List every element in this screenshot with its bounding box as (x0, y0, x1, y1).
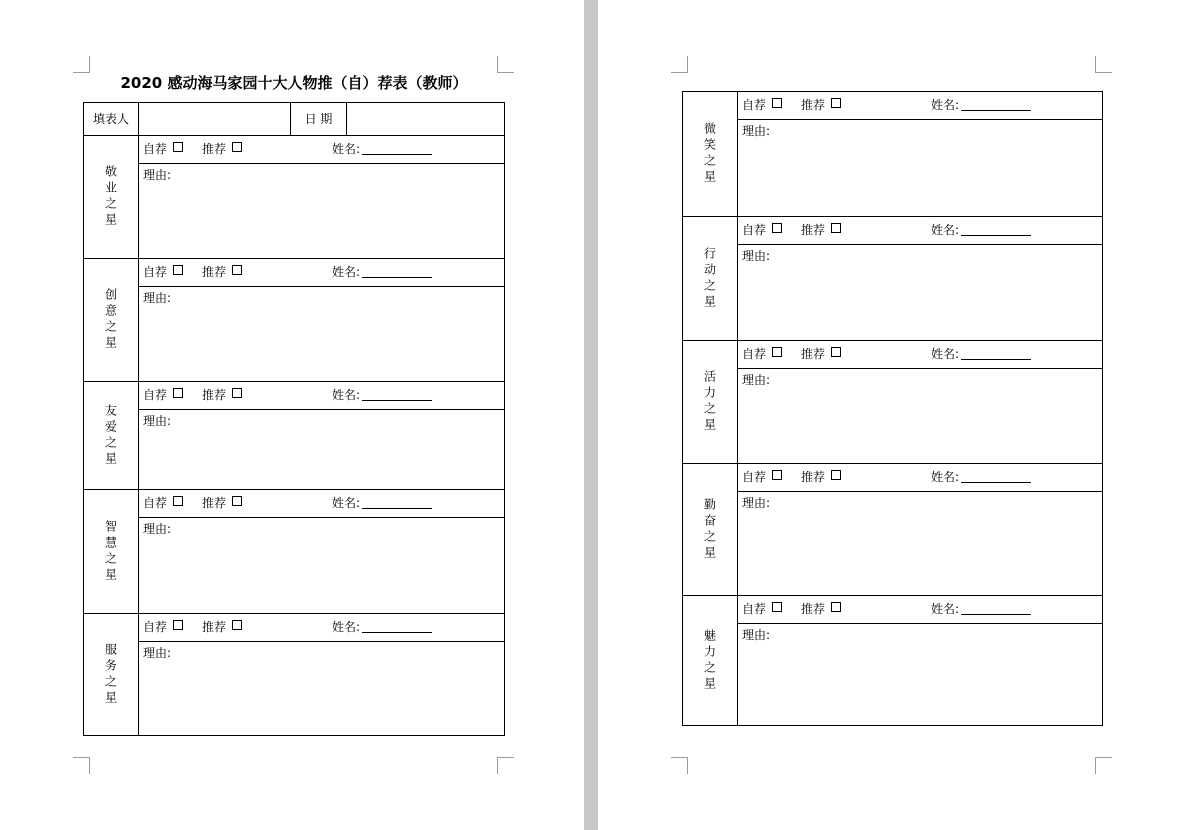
name-label: 姓名: (332, 142, 361, 156)
name-field-group (332, 259, 432, 285)
self-nomination-checkbox[interactable] (173, 388, 183, 398)
nomination-options-row (738, 596, 1102, 624)
recommend-checkbox[interactable] (831, 98, 841, 108)
date-label: 日 期 (291, 103, 347, 135)
award-category-cell (683, 596, 738, 725)
award-category-cell (84, 382, 139, 489)
self-nomination-checkbox[interactable] (772, 98, 782, 108)
recommend-option[interactable] (202, 259, 242, 285)
recommend-checkbox[interactable] (232, 388, 242, 398)
recommend-checkbox[interactable] (831, 223, 841, 233)
recommend-checkbox[interactable] (232, 265, 242, 275)
name-input-line[interactable] (961, 469, 1031, 483)
reason-label: 理由: (143, 291, 172, 305)
recommend-label: 推荐 (801, 470, 826, 484)
nomination-options-row (738, 92, 1102, 120)
form-title: 2020 感动海马家园十大人物推（自）荐表（教师） (120, 74, 468, 92)
award-category-label: 创意之星 (103, 288, 118, 352)
self-nomination-checkbox[interactable] (173, 142, 183, 152)
nomination-table-page-1 (83, 102, 505, 736)
recommend-label: 推荐 (801, 98, 826, 112)
recommend-checkbox[interactable] (232, 496, 242, 506)
recommend-label: 推荐 (202, 142, 227, 156)
recommend-option[interactable] (801, 341, 841, 367)
name-field-group (931, 217, 1031, 243)
crop-mark (1095, 56, 1112, 73)
name-input-line[interactable] (961, 222, 1031, 236)
name-label: 姓名: (931, 470, 960, 484)
name-input-line[interactable] (362, 495, 432, 509)
crop-mark (497, 757, 514, 774)
award-section (683, 216, 1102, 340)
award-category-label: 勤奋之星 (702, 497, 717, 562)
name-input-line[interactable] (961, 346, 1031, 360)
award-category-cell (84, 614, 139, 735)
self-nomination-label: 自荐 (143, 496, 168, 510)
name-field-group (332, 382, 432, 408)
self-nomination-option[interactable] (742, 341, 782, 367)
award-category-cell (683, 341, 738, 463)
recommend-option[interactable] (801, 596, 841, 622)
self-nomination-label: 自荐 (742, 223, 767, 237)
nomination-options-row (139, 490, 504, 518)
document-page-1 (0, 0, 584, 830)
recommend-label: 推荐 (202, 620, 227, 634)
name-field-group (332, 614, 432, 640)
crop-mark (497, 56, 514, 73)
recommend-checkbox[interactable] (831, 470, 841, 480)
reason-label: 理由: (742, 124, 771, 138)
crop-mark (73, 757, 90, 774)
reason-label: 理由: (742, 628, 771, 642)
recommend-option[interactable] (801, 92, 841, 118)
self-nomination-label: 自荐 (742, 602, 767, 616)
recommend-option[interactable] (202, 614, 242, 640)
name-label: 姓名: (332, 265, 361, 279)
nomination-options-row (139, 614, 504, 642)
name-label: 姓名: (931, 98, 960, 112)
name-input-line[interactable] (362, 141, 432, 155)
name-input-line[interactable] (362, 264, 432, 278)
nomination-options-row (738, 464, 1102, 492)
self-nomination-label: 自荐 (143, 388, 168, 402)
self-nomination-checkbox[interactable] (772, 223, 782, 233)
crop-mark (671, 56, 688, 73)
nomination-options-row (139, 259, 504, 287)
self-nomination-label: 自荐 (742, 98, 767, 112)
self-nomination-option[interactable] (742, 596, 782, 622)
recommend-label: 推荐 (202, 496, 227, 510)
recommend-checkbox[interactable] (831, 602, 841, 612)
recommend-option[interactable] (801, 464, 841, 490)
recommend-label: 推荐 (202, 265, 227, 279)
award-category-cell (84, 259, 139, 381)
recommend-label: 推荐 (801, 223, 826, 237)
name-label: 姓名: (931, 602, 960, 616)
award-section (683, 92, 1102, 216)
recommend-checkbox[interactable] (232, 620, 242, 630)
award-section (84, 613, 504, 735)
award-category-cell (683, 464, 738, 595)
reason-label: 理由: (143, 414, 172, 428)
self-nomination-checkbox[interactable] (772, 470, 782, 480)
nomination-table-page-2 (682, 91, 1103, 726)
self-nomination-checkbox[interactable] (173, 496, 183, 506)
award-category-label: 魅力之星 (702, 628, 717, 693)
name-input-line[interactable] (362, 387, 432, 401)
reason-label: 理由: (742, 249, 771, 263)
form-header-row (84, 103, 504, 136)
name-label: 姓名: (332, 496, 361, 510)
name-label: 姓名: (931, 347, 960, 361)
name-label: 姓名: (332, 620, 361, 634)
self-nomination-label: 自荐 (143, 265, 168, 279)
award-category-label: 微笑之星 (702, 122, 717, 186)
name-field-group (931, 341, 1031, 367)
name-field-group (332, 490, 432, 516)
award-category-cell (683, 217, 738, 340)
award-section (683, 463, 1102, 595)
self-nomination-option[interactable] (143, 382, 183, 408)
award-section (84, 489, 504, 613)
crop-mark (73, 56, 90, 73)
document-page-2 (598, 0, 1185, 830)
recommend-label: 推荐 (801, 347, 826, 361)
name-field-group (931, 92, 1031, 118)
reason-label: 理由: (143, 522, 172, 536)
self-nomination-option[interactable] (742, 217, 782, 243)
self-nomination-option[interactable] (143, 136, 183, 162)
award-category-label: 智慧之星 (103, 519, 118, 584)
recommend-option[interactable] (202, 136, 242, 162)
award-category-cell (84, 136, 139, 258)
award-section (84, 135, 504, 258)
award-category-label: 友爱之星 (103, 403, 118, 468)
name-input-line[interactable] (961, 601, 1031, 615)
self-nomination-checkbox[interactable] (772, 602, 782, 612)
recommend-label: 推荐 (801, 602, 826, 616)
award-category-cell (84, 490, 139, 613)
reason-label: 理由: (143, 168, 172, 182)
award-category-label: 敬业之星 (103, 165, 118, 229)
self-nomination-checkbox[interactable] (173, 265, 183, 275)
award-category-label: 行动之星 (702, 246, 717, 311)
nomination-options-row (139, 136, 504, 164)
self-nomination-label: 自荐 (742, 347, 767, 361)
filler-label: 填表人 (84, 103, 139, 135)
reason-label: 理由: (742, 496, 771, 510)
self-nomination-option[interactable] (143, 490, 183, 516)
self-nomination-label: 自荐 (143, 142, 168, 156)
award-category-label: 服务之星 (103, 642, 118, 707)
nomination-options-row (738, 341, 1102, 369)
award-section (84, 258, 504, 381)
filler-field[interactable] (139, 103, 291, 135)
crop-mark (1095, 757, 1112, 774)
name-label: 姓名: (931, 223, 960, 237)
self-nomination-label: 自荐 (742, 470, 767, 484)
self-nomination-option[interactable] (143, 614, 183, 640)
nomination-options-row (738, 217, 1102, 245)
award-section (683, 340, 1102, 463)
date-field[interactable] (347, 103, 504, 135)
reason-label: 理由: (143, 646, 172, 660)
recommend-option[interactable] (801, 217, 841, 243)
nomination-options-row (139, 382, 504, 410)
recommend-option[interactable] (202, 382, 242, 408)
name-field-group (931, 464, 1031, 490)
award-section (683, 595, 1102, 725)
recommend-checkbox[interactable] (831, 347, 841, 357)
name-label: 姓名: (332, 388, 361, 402)
reason-label: 理由: (742, 373, 771, 387)
self-nomination-checkbox[interactable] (173, 620, 183, 630)
award-category-label: 活力之星 (702, 370, 717, 434)
self-nomination-label: 自荐 (143, 620, 168, 634)
crop-mark (671, 757, 688, 774)
self-nomination-option[interactable] (742, 464, 782, 490)
self-nomination-option[interactable] (742, 92, 782, 118)
self-nomination-checkbox[interactable] (772, 347, 782, 357)
recommend-checkbox[interactable] (232, 142, 242, 152)
name-field-group (931, 596, 1031, 622)
name-input-line[interactable] (961, 97, 1031, 111)
self-nomination-option[interactable] (143, 259, 183, 285)
award-section (84, 381, 504, 489)
name-field-group (332, 136, 432, 162)
name-input-line[interactable] (362, 619, 432, 633)
recommend-label: 推荐 (202, 388, 227, 402)
award-category-cell (683, 92, 738, 216)
recommend-option[interactable] (202, 490, 242, 516)
